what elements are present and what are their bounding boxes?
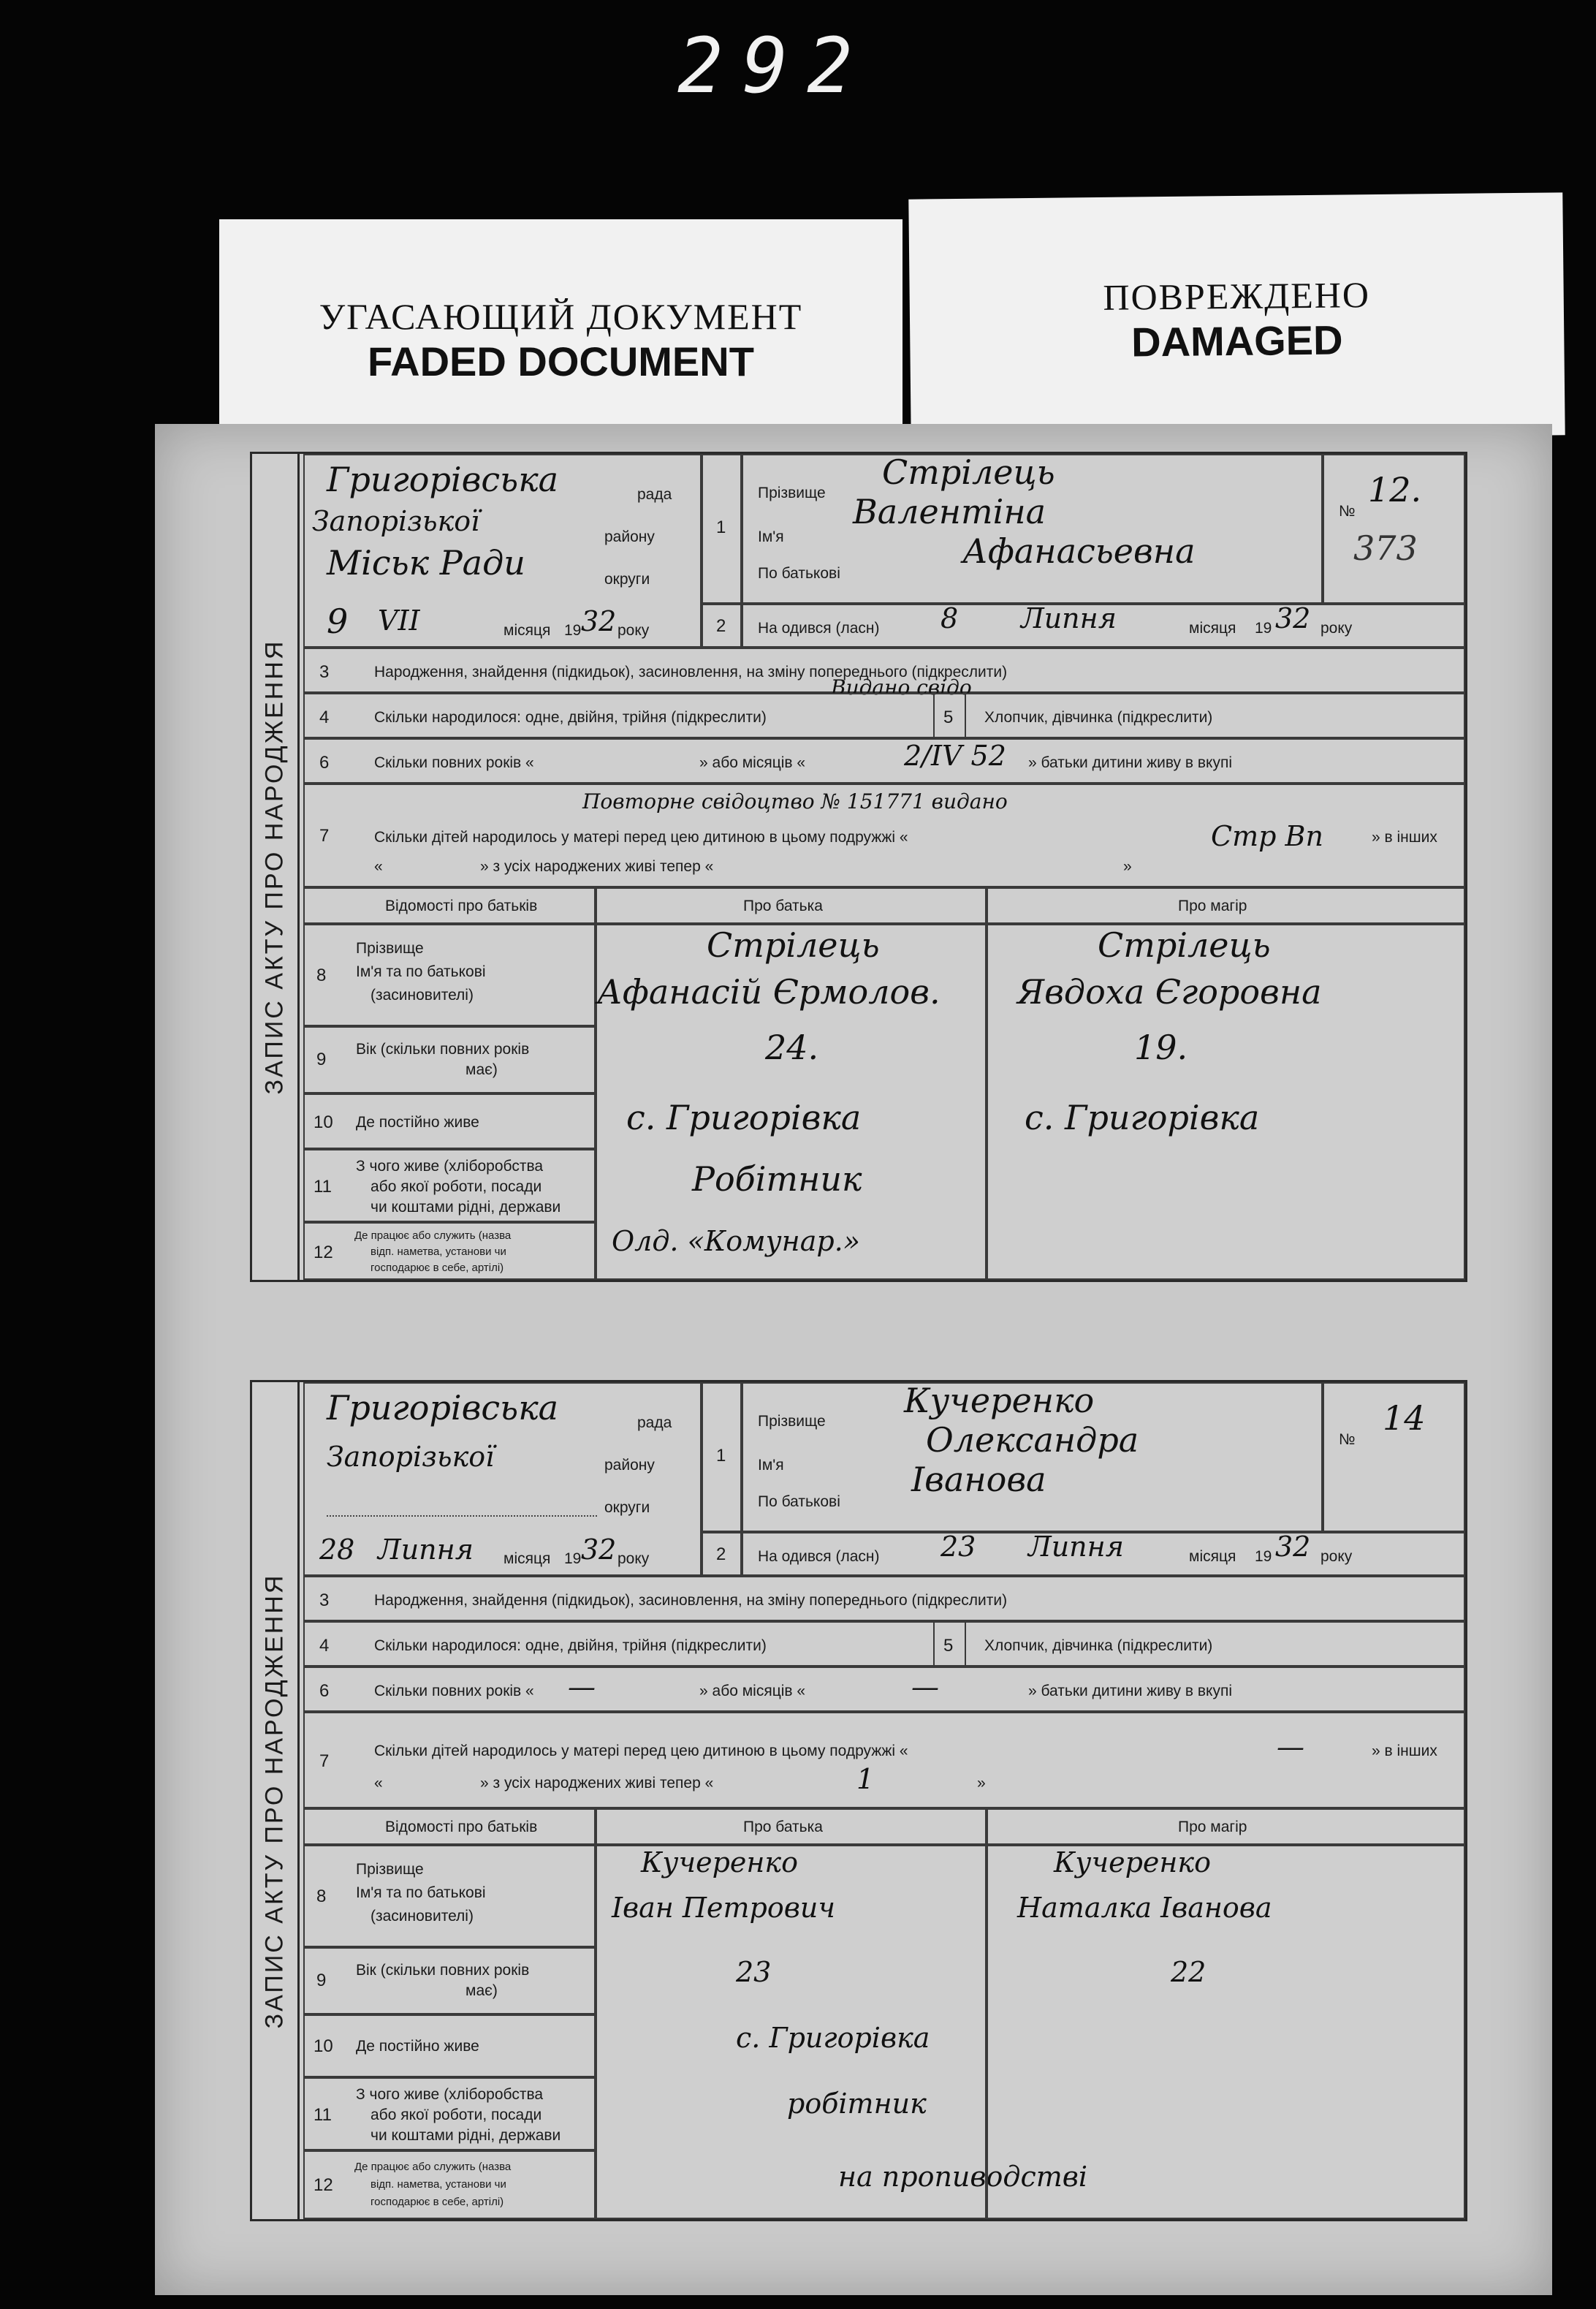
row-9: 9 Вік (скільки повних років має) — [303, 1947, 596, 2014]
child-patronymic: Іванова — [911, 1460, 1046, 1499]
birth-year: 32 — [1275, 602, 1311, 634]
faded-label-ru: УГАСАЮЩИЙ ДОКУМЕНТ — [319, 296, 803, 337]
reg-year: 32 — [581, 1533, 617, 1566]
child-name-block: Прізвище Кучеренко Ім'я Олександра По батькові Іванова — [742, 1382, 1323, 1532]
record-number: 14 — [1383, 1398, 1426, 1438]
mother-header: Про магір — [987, 1808, 1465, 1845]
father-name: Іван Петрович — [612, 1892, 835, 1924]
birth-record-2 — [250, 1380, 1467, 2221]
row-6: 6 Скільки повних років « — » або місяців « — » батьки дитини живу в вкупі — [303, 1667, 1465, 1712]
note-signature: Стр Вп — [1211, 820, 1323, 852]
father-occupation: Робітник — [692, 1159, 862, 1199]
mother-age: 22 — [1171, 1956, 1206, 1988]
record-number-block — [1323, 454, 1465, 604]
rada-value: Григорівська — [327, 1388, 559, 1428]
birth-date-block: На одився (ласн) 8 Липня місяця 19 32 року — [742, 604, 1465, 648]
row-9: 9 Вік (скільки повних років має) — [303, 1026, 596, 1093]
row6-years-value: — — [568, 1671, 596, 1703]
row-1-num: 1 — [702, 1382, 742, 1532]
father-column — [596, 924, 987, 1280]
raion-value: Запорізької — [327, 1441, 495, 1473]
birth-year: 32 — [1275, 1531, 1311, 1563]
mother-residence: с. Григорівка — [1025, 1098, 1260, 1137]
raion-label: району — [604, 528, 655, 545]
row-2-num: 2 — [702, 1532, 742, 1576]
year-suffix: року — [618, 622, 650, 639]
father-column — [596, 1845, 1088, 2219]
row-7: 7 Повторне свідоцтво № 151771 видано Скільки дітей народилось у матері перед цею дитиною в цьому подружжі « Стр Вп » в інших « » з усіх народжених живі тепер « » — [303, 784, 1465, 887]
row-11: 11 З чого живе (хліборобства або якої роботи, посади чи коштами рідні, держави — [303, 1149, 596, 1222]
row-12: 12 Де працює або служить (назва відп. наметва, установи чи господарює в себе, артілі) — [303, 2150, 596, 2219]
mother-header: Про магір — [987, 887, 1465, 924]
row-12: 12 Де працює або служить (назва відп. наметва, установи чи господарює в себе, артілі) — [303, 1222, 596, 1280]
birth-day: 23 — [940, 1531, 976, 1563]
birth-month: Липня — [1021, 602, 1117, 634]
reg-year: 32 — [581, 605, 617, 637]
father-header: Про батька — [596, 887, 987, 924]
row-3: 3 Народження, знайдення (підкидьок), засиновлення, на зміну попереднього (підкреслити) — [303, 1576, 1465, 1621]
father-residence: с. Григорівка — [736, 2022, 930, 2054]
side-caption: ЗАПИС АКТУ ПРО НАРОДЖЕННЯ — [252, 1382, 300, 2219]
born-on-label: На одився (ласн) — [758, 620, 880, 637]
patronymic-label: По батькові — [758, 565, 840, 582]
child-surname: Стрілець — [882, 452, 1055, 492]
reg-month: VII — [378, 604, 420, 637]
row-10: 10 Де постійно живе — [303, 2014, 596, 2077]
rada-label: рада — [637, 486, 672, 503]
faded-label-en: FADED DOCUMENT — [368, 338, 754, 384]
record-number: 12. — [1368, 470, 1422, 509]
surname-label: Прізвище — [758, 485, 826, 501]
father-name: Афанасій Єрмолов. — [597, 972, 940, 1012]
child-name: Валентіна — [853, 492, 1046, 531]
birth-date-block: На одився (ласн) 23 Липня місяця 19 32 року — [742, 1532, 1465, 1576]
reg-day: 28 — [319, 1533, 355, 1566]
year-prefix: 19 — [564, 622, 582, 639]
rada-value: Григорівська — [327, 460, 559, 499]
row-8: 8 Прізвище Ім'я та по батькові (засиновителі) — [303, 924, 596, 1026]
father-occupation: робітник — [787, 2088, 927, 2120]
birth-record-1 — [250, 452, 1467, 1282]
row-4: 4 Скільки народилося: одне, двійня, трійня (підкреслити) 5 Хлопчик, дівчинка (підкреслити) — [303, 1621, 1465, 1667]
father-age: 23 — [736, 1956, 772, 1988]
child-surname: Кучеренко — [904, 1381, 1095, 1420]
row-2-num: 2 — [702, 604, 742, 648]
row-4: 4 Скільки народилося: одне, двійня, трійня (підкреслити) 5 Хлопчик, дівчинка (підкреслити) — [303, 693, 1465, 738]
father-surname: Стрілець — [707, 925, 880, 965]
row-11: 11 З чого живе (хліборобства або якої роботи, посади чи коштами рідні, держави — [303, 2077, 596, 2150]
faded-document-label — [219, 219, 902, 439]
damaged-document-label — [908, 192, 1565, 441]
father-age: 24. — [765, 1028, 819, 1067]
row7-before-value: — — [1277, 1731, 1304, 1763]
month-label: місяця — [503, 622, 551, 639]
father-header: Про батька — [596, 1808, 987, 1845]
name-label: Ім'я — [758, 528, 784, 545]
registry-office-block: Григорівська рада Запорізької району округи 28 Липня місяця 19 32 року — [303, 1382, 702, 1576]
okruhy-label: округи — [604, 571, 650, 588]
record-number-alt: 373 — [1353, 528, 1418, 568]
okruha-value: Міськ Ради — [327, 543, 525, 583]
row-6: 6 Скільки повних років « » або місяців « 2/ІV 52 » батьки дитини живу в вкупі — [303, 738, 1465, 784]
parents-header: Відомості про батьків — [303, 887, 596, 924]
registry-office-block — [303, 454, 702, 648]
note-repeat-certificate: Повторне свідоцтво № 151771 видано — [582, 789, 1008, 814]
reg-month: Липня — [378, 1533, 474, 1566]
record-number-block: № 14 — [1323, 1382, 1465, 1532]
row6-months-value: — — [911, 1671, 939, 1703]
row-7: 7 Скільки дітей народилось у матері перед цею дитиною в цьому подружжі « — » в інших « » з усіх народжених живі тепер « 1 » — [303, 1712, 1465, 1808]
child-patronymic: Афанасьевна — [962, 531, 1196, 571]
side-caption: ЗАПИС АКТУ ПРО НАРОДЖЕННЯ — [252, 454, 300, 1280]
mother-surname: Кучеренко — [1054, 1846, 1211, 1878]
child-name: Олександра — [926, 1420, 1139, 1460]
parents-header: Відомості про батьків — [303, 1808, 596, 1845]
birth-day: 8 — [940, 602, 959, 634]
father-surname: Кучеренко — [641, 1846, 798, 1878]
reg-day: 9 — [327, 602, 349, 641]
mother-name: Явдоха Єгоровна — [1017, 972, 1322, 1012]
damaged-label-ru: ПОВРЕЖДЕНО — [1103, 274, 1371, 318]
mother-column — [987, 924, 1465, 1280]
mother-age: 19. — [1134, 1028, 1188, 1067]
mother-name: Наталка Іванова — [1017, 1892, 1272, 1924]
row-1-num: 1 — [702, 454, 742, 604]
note-date: 2/ІV 52 — [904, 740, 1006, 772]
row-8: 8 Прізвище Ім'я та по батькові (засиновителі) — [303, 1845, 596, 1947]
number-label: № — [1339, 503, 1356, 520]
damaged-label-en: DAMAGED — [1130, 316, 1343, 365]
row7-alive-value: 1 — [856, 1763, 875, 1795]
mother-surname: Стрілець — [1098, 925, 1271, 965]
row-10: 10 Де постійно живе — [303, 1093, 596, 1149]
raion-value: Запорізької — [312, 505, 480, 537]
father-residence: с. Григорівка — [626, 1098, 862, 1137]
child-name-block — [742, 454, 1323, 604]
birth-month: Липня — [1028, 1531, 1124, 1563]
note-issued: Видано свідо — [831, 675, 972, 699]
father-workplace: на пропиводстві — [838, 2161, 1088, 2193]
row-3: 3 Народження, знайдення (підкидьок), засиновлення, на зміну попереднього (підкреслити) Видано свідо — [303, 648, 1465, 693]
father-workplace: Олд. «Комунар.» — [612, 1225, 861, 1257]
page-number: 292 — [677, 21, 872, 110]
document-sheet — [155, 424, 1552, 2295]
mother-column — [987, 1845, 1465, 2219]
